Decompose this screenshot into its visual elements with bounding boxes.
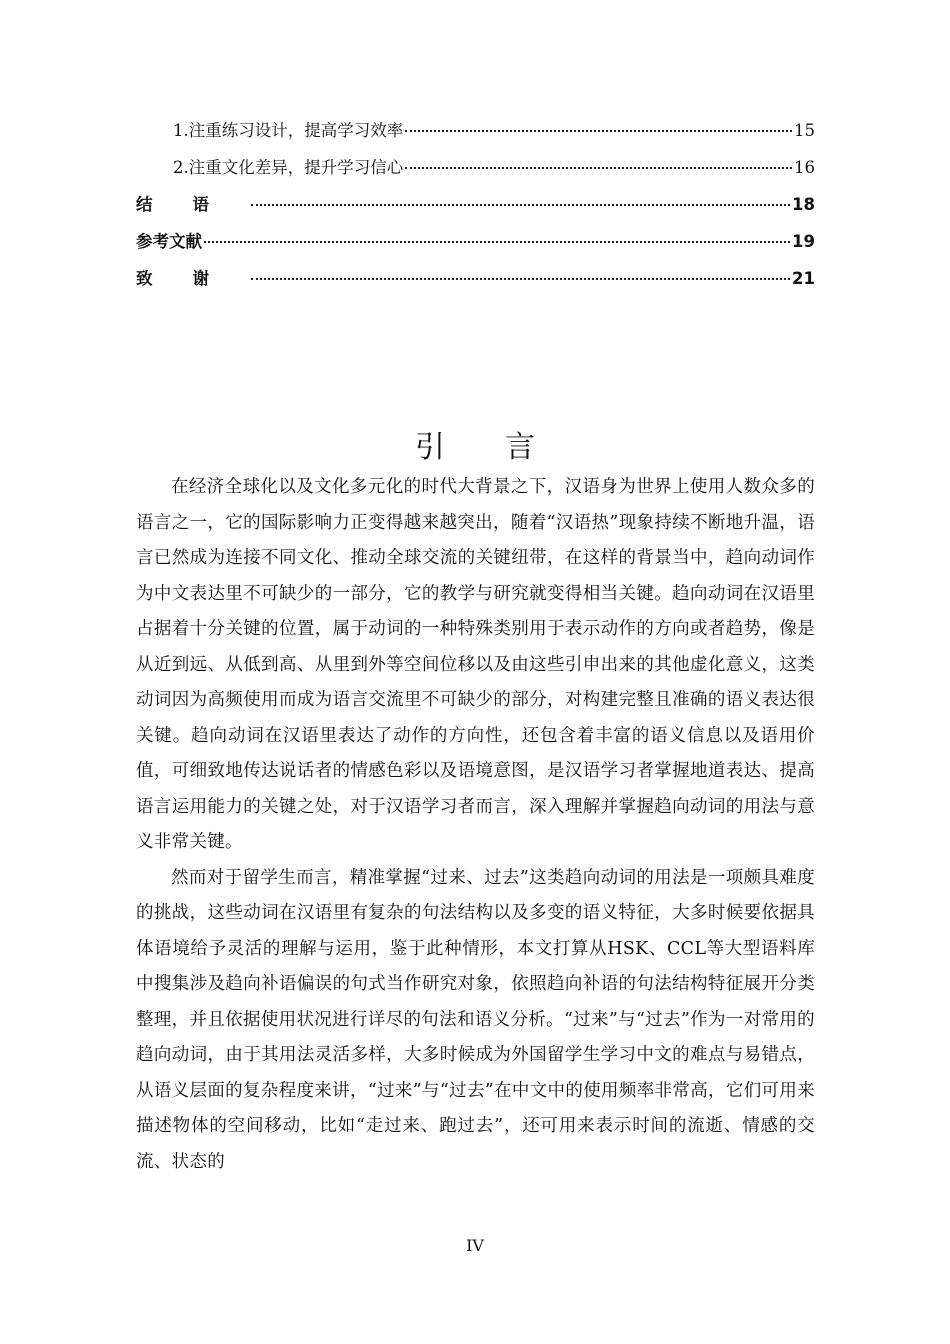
toc-entry-page: 19 bbox=[792, 232, 815, 251]
toc-entry-title: 1.注重练习设计，提高学习效率 bbox=[173, 121, 404, 140]
section-heading: 引言 bbox=[415, 430, 595, 466]
page-number: IV bbox=[466, 1236, 484, 1255]
toc-entry[interactable] bbox=[136, 149, 815, 186]
toc-entry[interactable] bbox=[136, 260, 815, 297]
toc-entry-page: 15 bbox=[794, 121, 815, 140]
body-paragraph: 然而对于留学生而言，精准掌握“过来、过去”这类趋向动词的用法是一项颇具难度的挑战，这些动词在汉语里有复杂的句法结构以及多变的语义特征，大多时候要依据具体语境给予灵活的理解与运用，鉴于此种情形，本文打算从HSK、CCL等大型语料库中搜集涉及趋向补语偏误的句式当作研究对象，依照趋向补语的句法结构特征展开分类整理，并且依据使用状况进行详尽的句法和语义分析。“过来”与“过去”作为一对常用的趋向动词，由于其用法灵活多样，大多时候成为外国留学生学习中文的难点与易错点，从语义层面的复杂程度来讲，“过来”与“过去”在中文中的使用频率非常高，它们可用来描述物体的空间移动，比如“走过来、跑过去”，还可用来表示时间的流逝、情感的交流、状态的 bbox=[136, 867, 815, 1172]
section-body bbox=[136, 470, 815, 1180]
toc-leader-dots bbox=[405, 167, 792, 169]
toc-entry-title: 致谢 bbox=[136, 269, 249, 288]
toc-entry[interactable] bbox=[136, 223, 815, 260]
toc-leader-dots bbox=[251, 204, 790, 206]
toc-entry-title: 参考文献 bbox=[136, 232, 202, 251]
toc-leader-dots bbox=[204, 241, 790, 243]
table-of-contents bbox=[136, 112, 815, 297]
toc-leader-dots bbox=[405, 130, 792, 132]
toc-entry[interactable] bbox=[136, 186, 815, 223]
toc-entry[interactable] bbox=[136, 112, 815, 149]
body-paragraph: 在经济全球化以及文化多元化的时代大背景之下，汉语身为世界上使用人数众多的语言之一，它的国际影响力正变得越来越突出，随着“汉语热”现象持续不断地升温，语言已然成为连接不同文化、推动全球交流的关键纽带，在这样的背景当中，趋向动词作为中文表达里不可缺少的一部分，它的教学与研究就变得相当关键。趋向动词在汉语里占据着十分关键的位置，属于动词的一种特殊类别用于表示动作的方向或者趋势，像是从近到远、从低到高、从里到外等空间位移以及由这些引申出来的其他虚化意义，这类动词因为高频使用而成为语言交流里不可缺少的部分，对构建完整且准确的语义表达很关键。趋向动词在汉语里表达了动作的方向性，还包含着丰富的语义信息以及语用价值，可细致地传达说话者的情感色彩以及语境意图，是汉语学习者掌握地道表达、提高语言运用能力的关键之处，对于汉语学习者而言，深入理解并掌握趋向动词的用法与意义非常关键。 bbox=[136, 477, 815, 852]
toc-leader-dots bbox=[251, 278, 790, 280]
toc-entry-page: 21 bbox=[792, 269, 815, 288]
toc-entry-page: 16 bbox=[794, 158, 815, 177]
toc-entry-title: 结语 bbox=[136, 195, 249, 214]
toc-entry-title: 2.注重文化差异，提升学习信心 bbox=[173, 158, 404, 177]
toc-entry-page: 18 bbox=[792, 195, 815, 214]
